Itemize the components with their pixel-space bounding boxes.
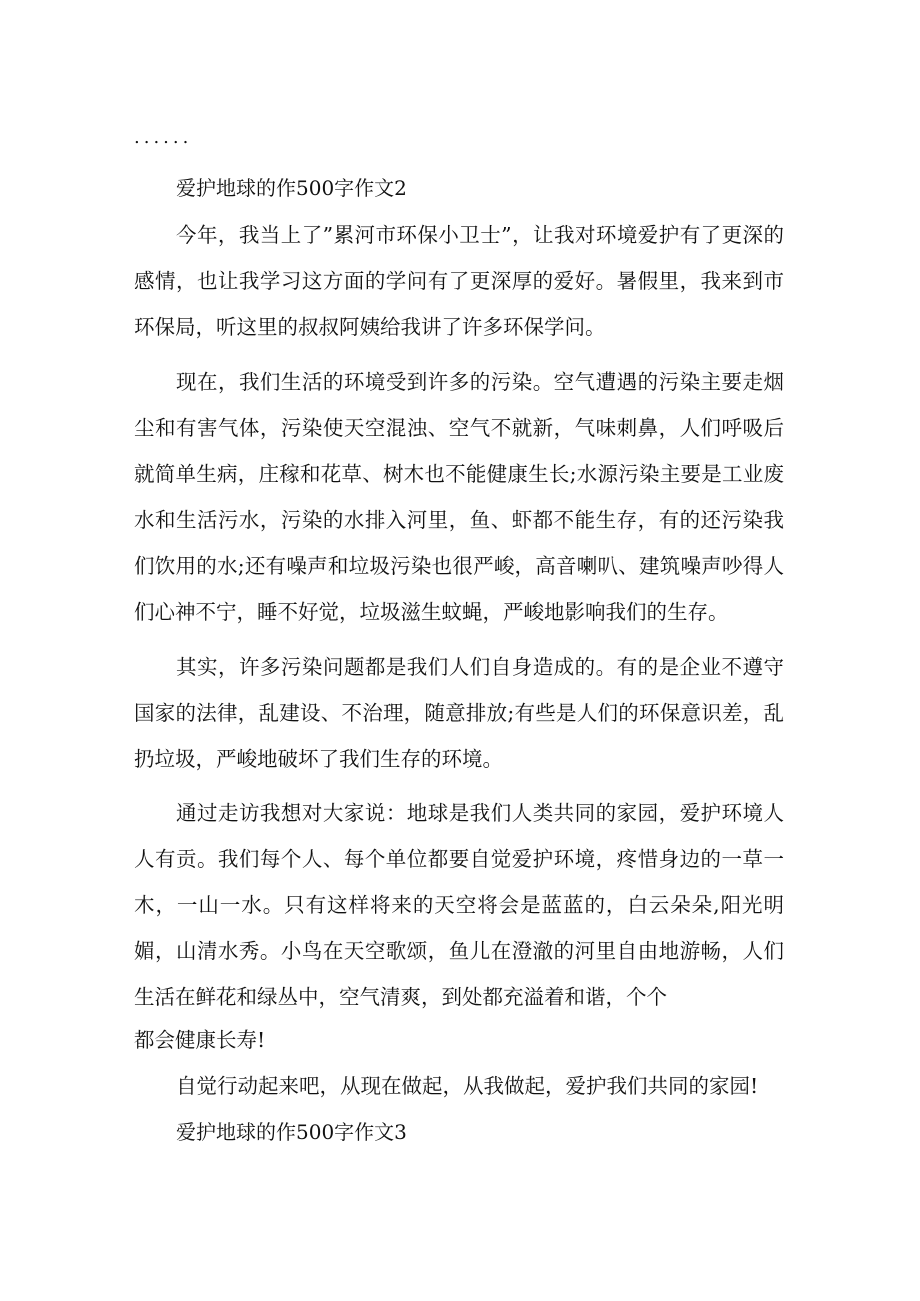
ellipsis-text: ......	[134, 127, 193, 148]
paragraph-4: 通过走访我想对大家说：地球是我们人类共同的家园，爱护环境人人有贡。我们每个人、每个单位都要自觉爱护环境，疼惜身边的一草一木，一山一水。只有这样将来的天空将会是蓝蓝的，白云朵朵,阳光明媚，山清水秀。小鸟在天空歌颂，鱼儿在澄澈的河里自由地游畅，人们生活在鲜花和绿丛中，空气清爽，到处都充溢着和谐，个个	[134, 801, 784, 1009]
paragraph-3: 其实，许多污染问题都是我们人们自身造成的。有的是企业不遵守国家的法律，乱建设、不治理，随意排放;有些是人们的环保意识差，乱扔垃圾，严峻地破坏了我们生存的环境。	[134, 655, 784, 771]
essay-heading-2: 爱护地球的作500字作文2	[176, 176, 407, 200]
essay-heading-3: 爱护地球的作500字作文3	[176, 1120, 407, 1144]
paragraph-1: 今年，我当上了”累河市环保小卫士”，让我对环境爱护有了更深的感情，也让我学习这方面的学问有了更深厚的爱好。暑假里，我来到市环保局，听这里的叔叔阿姨给我讲了许多环保学问。	[134, 223, 784, 339]
paragraph-4-continuation: 都会健康长寿!	[134, 1028, 266, 1052]
closing-paragraph: 自觉行动起来吧，从现在做起，从我做起，爱护我们共同的家园!	[176, 1074, 759, 1098]
paragraph-2: 现在，我们生活的环境受到许多的污染。空气遭遇的污染主要走烟尘和有害气体，污染使天空混浊、空气不就新，气味刺鼻，人们呼吸后就简单生病，庄稼和花草、树木也不能健康生长;水源污染主要是工业废水和生活污水，污染的水排入河里，鱼、虾都不能生存，有的还污染我们饮用的水;还有噪声和垃圾污染也很严峻，高音喇叭、建筑噪声吵得人们心神不宁，睡不好觉，垃圾滋生蚊蝇，严峻地影响我们的生存。	[134, 370, 784, 624]
